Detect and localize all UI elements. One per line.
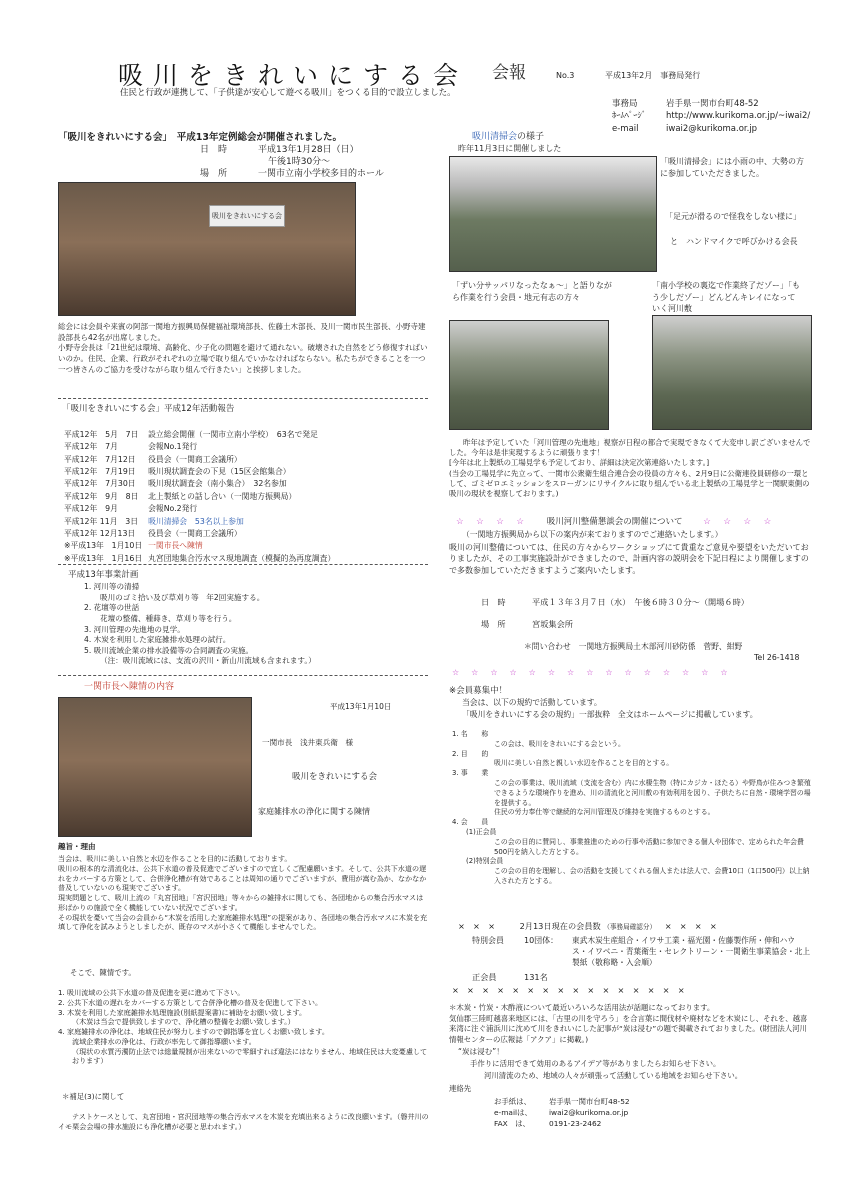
chinjo-from: 吸川をきれいにする会 [292,772,378,782]
report-date: ※平成13年 1月10日 [64,541,143,551]
mokutan-body: ＊木炭・竹炭・木酢液について最近いろいろな活用法が話題になっております。 気仙郡三陸町越喜来地区には、「古里の川を守ろう」を合言葉に間伐材や廃材などを木炭にし、それを、越喜来湾に注ぐ浦浜川に沈めて川をきれいにした記事が“炭は浸む”の題で掲載されておりました。(財団法人河川情報センターの広報誌「アクア」に掲載。) [449,1003,808,1044]
report-heading: 「吸川をきれいにする会」平成12年活動報告 [62,404,235,414]
report-date: 平成12年 9月 8日 [64,491,139,501]
contact-label: お手紙は、 [494,1097,531,1106]
kaiin-heading-note: （事務局確認分） [603,923,657,931]
email-link[interactable]: iwai2@kurikoma.or.jp [666,123,758,134]
report-event: 北上製紙との話し合い（一関地方振興局） [148,491,297,501]
report-event: 設立総会開催（一関市立南小学校） 63名で発足 [148,430,318,439]
plan-item: 吸川のゴミ拾い及び草刈り等 年2回実施する。 [100,592,265,602]
seisou-date: 昨年11月3日に開催しました [458,144,562,153]
report-event: 役員会（一関商工会議所） [148,528,242,538]
kiyaku-item: 2. 目 的 [452,749,489,758]
report-event: 会報No.1発行 [148,442,198,452]
soukai-place: 一関市立南小学校多目的ホール [258,169,384,179]
kiyaku-item: 吸川に美しい自然と親しい水辺を作ることを目的とする。 [494,759,674,768]
seisou-caption-4: 「ずい分サッパリなったなぁ～」と語りながら作業を行う会員・地元有志の方々 [452,281,612,302]
kiyaku-item: この会の目的に賛同し、事業推進のための行事や活動に参加できる個人や団体で、定められた年会費500円を納入した方とする。 [494,837,804,856]
plan-item: 3. 河川管理の先進地の見学。 [84,624,185,634]
report-date: 平成12年 7月19日 [64,467,136,477]
office-label: 事務局 [612,99,638,109]
seisou-photo-3 [652,315,812,430]
report-date: 平成12年 7月30日 [64,479,136,489]
kiyaku-item: (1)正会員 [466,827,497,836]
demand-item: （現状の水質汚濁防止法では総量規制が出来ないので零細すれば違法にはなりません、地域住民は大変憂慮しております） [72,1046,428,1066]
report-event: 一関市長へ陳情 [148,541,203,551]
divider [58,675,428,676]
divider [58,564,428,565]
kondankai-body: 吸川の河川整備については、住民の方々からワークショップにて貴重なご意見や要望をいただいておりましたが、その工事実施設計ができましたので、計画内容の説明会を下記日程により開催しますので多数参加していただきますようご案内いたします。 [449,543,809,575]
soukai-banner: 吸川をきれいにする会 [209,205,285,227]
demand-item: 4. 家庭雑排水の浄化は、地域住民が努力しますので御指導を宜しくお願い致します。 [58,1027,329,1037]
contact-fax: 0191-23-2462 [549,1119,602,1129]
report-row [64,554,339,564]
report-event: 会報No.2発行 [148,504,198,514]
kiyaku-item: この会の目的を理解し、会の活動を支援してくれる個人または法人で、会費10口（1口500円）以上納入された方とする。 [494,867,810,885]
report-row [64,492,339,502]
seisou-photo-2 [449,320,609,430]
seisou-photo-1 [449,156,657,272]
tokubetsu-list: 東武木炭生産組合・イワサ工業・福光園・佐藤製作所・伸和ハウス・イワベニ・青葉衛生・セレクトリーン・一関衛生事業協会・北上製紙（敬称略・入会順） [572,936,811,968]
chinjo-heading: 一関市長へ陳情の内容 [84,682,175,692]
report-date: 平成12年 12月13日 [64,528,136,538]
seisou-heading: 吸川清掃会 [472,132,518,142]
newsletter-title: 吸川をきれいにする会 [118,61,469,90]
kiyaku-item: 住民の労力奉仕等で継続的な河川管理及び維持を実施するものとする。 [494,808,715,817]
star-row-icon: ☆ ☆ ☆ ☆ ☆ ☆ ☆ ☆ ☆ ☆ ☆ ☆ ☆ ☆ ☆ [452,668,730,677]
office-address: 岩手県一関市台町48-52 [666,99,759,109]
kondankai-tel: Tel 26-1418 [754,653,800,662]
seisou-caption-5: 「南小学校の裏迄で作業終了だゾー」「もう少しだゾー」どんどんキレイになっていく河川敷 [652,281,800,314]
sei-count: 131名 [524,972,548,982]
report-event: 吸川清掃会 53名以上参加 [148,516,244,526]
kiyaku-item: 3. 事 業 [452,769,489,778]
report-row [64,517,339,527]
plan-heading: 平成13年事業計画 [68,570,139,580]
seisou-caption-1: 「吸川清掃会」には小雨の中、大勢の方に参加していただきました。 [660,157,804,178]
hosoku-heading: ＊補足(3)に関して [62,1092,125,1101]
seisou-heading-wrap [472,131,544,144]
report-row [64,430,339,440]
chinjo-sokode: そこで、陳情です。 [70,968,136,977]
kaiin-heading-row [458,921,717,932]
plan-item: 1. 河川等の清掃 [84,582,140,591]
demand-list [58,988,430,1066]
demand-item: 2. 公共下水道の遅れをカバーする方策として合併浄化槽の普及を促進して下さい。 [58,997,323,1007]
plan-item: 5. 吸川流域企業の排水設備等の合同調査の実施。 [84,645,254,655]
tokubetsu-label: 特別会員 [472,936,504,945]
hosoku-body: テストケースとして、丸宮団地・宮沢団地等の集合汚水マスを木炭を充填出来るように改良願います。（磐井川のイモ栗会会場の排水施設にも浄化槽が必要と思われます。） [58,1112,429,1131]
chinjo-subject: 家庭雑排水の浄化に関する陳情 [258,807,370,816]
divider [58,398,428,399]
contact-label: e-mailは、 [494,1108,532,1118]
kondankai-place-label: 場 所 [481,619,506,629]
seisou-caption-3: と ハンドマイクで呼びかける会長 [670,237,798,246]
report-date: 平成12年 7月 [64,442,118,452]
cross-row-icon: × × × × × × × × × × × × × × × × [452,985,685,995]
kondankai-sub: （一関地方振興局から以下の案内が来ておりますのでご連絡いたします。） [462,530,723,539]
report-date: 平成12年 11月 3日 [64,516,139,526]
chinjo-body: 当会は、吸川に美しい自然と水辺を作ることを目的に活動しております。 吸川の根本的な清流化は、公共下水道の普及促進でございますので宜しくご配慮願います。そして、公共下水道の遅れをカバーする方策として、合併浄化槽が有効であることは周知の通りでございますが、費用が嵩む為か、なかなか普及していないのも現実でございます。 現実問題として、吸川上流の「丸宮団地」「宮沢団地」等々からの雑排水に関しても、各団地からの集合汚水マスは形ばかりの施設で全く機能していない状況でございます。 その現状を憂いて当会の会員から“木炭を活用した家庭雑排水処理”の提案があり、各団地の集合汚水マスに木炭を充填して浄化を試みようとしましたが、既存のマスが小さくて機能しませんでした。 [58,854,428,932]
kaiin-heading: 2月13日現在の会員数 [519,921,601,931]
report-event: 役員会（一関商工会議所） [148,454,242,464]
office-info [612,98,810,135]
kiyaku-item: この会の事業は、吸川流域（支流を含む）内に水棲生物（特にカジカ・ほたる）や野鳥が住みつき繁殖できるような環境作りを進め、川の清流化と河川敷の有効利用を図り、子供たちに自然・環境学習の場を提供する。 [494,778,811,807]
report-date: ※平成13年 1月16日 [64,553,143,563]
plan-list [84,582,424,667]
kondankai-heading: 吸川河川整備懇談会の開催について [546,517,683,527]
soukai-date: 平成13年1月28日（日） [258,145,359,155]
report-event: 丸宮団地集合汚水マス現地調査（模擬的為再度調査） [148,553,336,563]
report-date: 平成12年 5月 7日 [64,430,139,439]
report-row [64,467,339,477]
chinjo-date: 平成13年1月10日 [330,702,392,711]
plan-item: 4. 木炭を利用した家庭雑排水処理の試行。 [84,635,231,645]
plan-item: 2. 花壇等の世話 [84,603,140,613]
boshu-kiyaku: 「吸川をきれいにする会の規約」一部抜粋 全文はホームページに掲載しています。 [462,710,758,719]
issue-date: 平成13年2月 事務局発行 [605,71,701,80]
plan-item: （注：吸川流域には、支流の沢川・新山川流域も含まれます。） [100,656,316,666]
report-row [64,541,339,551]
homepage-link[interactable]: http://www.kurikoma.or.jp/~iwai2/ [666,111,811,122]
chinjo-addressee: 一関市長 浅井東兵衛 様 [262,738,354,747]
kondankai-contact: ＊問い合わせ 一関地方振興局土木部河川砂防係 菅野、紺野 [524,642,743,651]
boshu-heading: ※会員募集中！ [449,686,508,696]
email-label: e-mail [612,123,639,134]
seisou-caption-2: 「足元が滑るので怪我をしない様に」 [665,212,801,221]
kaiho-label: 会報 [492,63,526,83]
subtitle: 住民と行政が連携して、「子供達が安心して遊べる吸川」をつくる目的で設立しました。 [120,88,456,98]
boshu-intro: 当会は、以下の規約で活動しています。 [462,698,602,707]
demand-item: 3. 木炭を利用した家庭雑排水処理施設(別紙提案書)に補助をお願い致します。 [58,1007,307,1017]
seisou-heading-suffix: の様子 [517,132,545,142]
boshu-list [452,730,812,887]
report-date: 平成12年 9月 [64,504,118,514]
report-row [64,442,339,452]
kiyaku-item: 4. 会 員 [452,818,489,827]
report-event: 吸川現状調査会（南小集合） 32名参加 [148,479,287,489]
kondankai-date-label: 日 時 [481,597,506,607]
seisou-body: 昨年は予定していた「河川管理の先進地」視察が日程の都合で実現できなくて大変申し訳ございませんでした。今年は是非実現するように頑張ります！ [今年は北上製紙の工場見学も予定しており、詳細は決定次第連絡いたします。] (当会の工場見学に先立って、一関市公衆衛生組合連合会の役員の方々も、2月9日に公衛連役員研修の一環として、ゴミゼロエミッションをスローガンにリサイクルに取り組んでいる北上製紙の工場見学と一関駅東側の吸川の現状を視察しております。) [449,438,811,499]
demand-item: 流域企業排水の浄化は、行政が率先して御指導願います。 [72,1036,256,1046]
homepage-label: ﾎｰﾑﾍﾟｰｼﾞ [612,111,647,122]
demand-item: 1. 吸川流域の公共下水道の普及促進を更に進めて下さい。 [58,988,245,997]
soukai-heading: 「吸川をきれいにする会」 平成13年定例総会が開催されました。 [58,132,342,143]
report-date: 平成12年 7月12日 [64,454,136,464]
contact-address: 岩手県一関市台町48-52 [549,1097,630,1106]
star-icon: ☆ ☆ ☆ ☆ [456,517,526,527]
kiyaku-item: (2)特別会員 [466,857,504,866]
mokutan-line3: 手作りに活用できて効用のあるアイデア等がありましたらお知らせ下さい。 [470,1059,721,1068]
kondankai-date: 平成１３年３月７日（水） 午後６時３０分～（開場６時） [532,597,749,607]
cross-mark-icon: × × × [458,921,495,931]
soukai-photo [58,182,356,316]
soukai-date-label: 日 時 [200,145,228,155]
plan-item: 花壇の整備、種蒔き、草刈り等を行う。 [100,613,237,623]
report-row [64,479,339,489]
tokubetsu-count: 10団体： [524,936,559,945]
cross-mark-icon: × × × × [664,921,717,931]
chinjo-photo [58,697,252,837]
soukai-time: 午後1時30分～ [268,157,331,167]
kondankai-heading-row [456,517,816,529]
report-table [62,428,341,566]
chinjo-shushi: 趣旨・理由 [58,842,96,851]
kiyaku-item: この会は、吸川をきれいにする会という。 [494,739,625,748]
contact-email[interactable]: iwai2@kurikoma.or.jp [549,1108,629,1118]
report-row [64,455,339,465]
report-row [64,504,339,514]
soukai-body: 総会には会員や来賓の阿部一関地方振興局保健福祉環境部長、佐藤土木部長、及川一関市民生部長、小野寺建設部長ら42名が出席しました。 小野寺会長は「21世紀は環境、高齢化、少子化の問題を避けて通れない。破壊された自然をどう修復すればいいのか。住民、企業、行政がそれぞれの立場で取り組んでいかなければならない。私たちができることを一つ一つ皆さんのご協力を受けながら取り組んで行きたい」と挨拶しました。 [58,322,428,374]
report-table-wrapper [62,428,341,566]
kondankai-place: 宮坂集会所 [532,619,573,629]
star-icon: ☆ ☆ ☆ ☆ [703,517,774,527]
sei-label: 正会員 [472,972,497,982]
contact-list [494,1096,630,1129]
soukai-place-label: 場 所 [200,169,228,179]
report-event: 吸川現状調査会の下見（15区会館集合） [148,467,291,477]
mokutan-line2: “炭は浸む”！ [458,1047,504,1056]
kiyaku-item: 1. 名 称 [452,730,489,738]
report-row [64,529,339,539]
renraku-label: 連絡先 [449,1084,472,1093]
demand-item: （木炭は当会で提供致しますので、浄化槽の整備をお願い致します。） [72,1017,295,1027]
mokutan-line4: 河川清流のため、地域の人々が頑張って活動している地域をお知らせ下さい。 [484,1071,743,1080]
issue-number: No.3 [556,71,575,80]
contact-label: FAX は、 [494,1119,530,1129]
